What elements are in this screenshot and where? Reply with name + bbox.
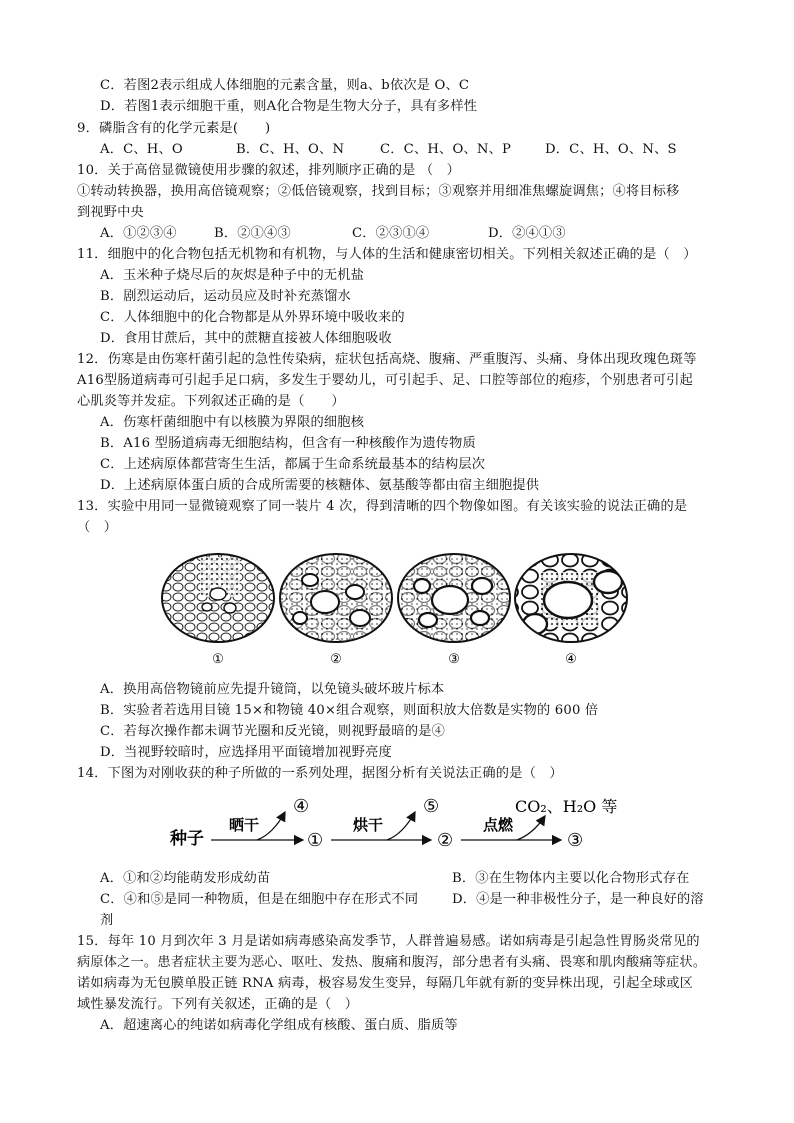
- q13-stem-line2: （ ）: [77, 520, 118, 535]
- node-5: ⑤: [423, 796, 440, 817]
- q10-option-c: C．②③①④: [352, 226, 430, 241]
- microscope-fields-figure: [160, 552, 630, 670]
- q12-stem-line1: 12．伤寒是由伤寒杆菌引起的急性传染病，症状包括高烧、腹痛、严重腹泻、头痛、身体出现玫瑰色斑等: [77, 352, 697, 367]
- q14-option-c: C．④和⑤是同一种物质，但是在细胞中存在形式不同: [100, 892, 419, 907]
- q13-option-c: C．若每次操作都未调节光圈和反光镜，则视野最暗的是④: [100, 724, 445, 739]
- branch-arrow-5: [387, 812, 415, 840]
- q15-stem-line4: 域性暴发流行。下列有关叙述，正确的是（ ）: [77, 997, 359, 1012]
- q10-option-a: A．①②③④: [100, 226, 177, 241]
- q14-option-d: D．④是一种非极性分子，是一种良好的溶: [452, 892, 704, 907]
- q8-option-d: D．若图1表示细胞干重，则A化合物是生物大分子，具有多样性: [100, 99, 478, 114]
- q10-stem: 10．关于高倍显微镜使用步骤的叙述，排列顺序正确的是 （ ）: [77, 163, 461, 178]
- q9-option-d: D．C、H、O、N、S: [545, 142, 677, 157]
- node-3: ③: [567, 830, 584, 851]
- q12-stem-line2: A16型肠道病毒可引起手足口病，多发生于婴幼儿，可引起手、足、口腔等部位的疱疹，个别患者可引起: [77, 373, 693, 388]
- figure-label-2: ②: [330, 652, 342, 667]
- q13-stem-line1: 13．实验中用同一显微镜观察了同一装片 4 次，得到清晰的四个物像如图。有关该实验的说法正确的是: [77, 499, 688, 514]
- q10-option-d: D．②④①③: [488, 226, 566, 241]
- q12-option-c: C．上述病原体都营寄生生活，都属于生命系统最基本的结构层次: [100, 457, 486, 472]
- sun-dry-label: 晒干: [229, 816, 260, 834]
- q12-option-d: D．上述病原体蛋白质的合成所需要的核糖体、氨基酸等都由宿主细胞提供: [100, 478, 540, 493]
- q9-option-a: A．C、H、O: [100, 142, 183, 157]
- branch-arrow-products: [517, 816, 545, 840]
- branch-arrow-4: [257, 812, 285, 840]
- seed-label: 种子: [170, 829, 204, 849]
- q12-option-b: B．A16 型肠道病毒无细胞结构，但含有一种核酸作为遗传物质: [100, 436, 476, 451]
- q10-body-line2: 到视野中央: [77, 205, 144, 220]
- node-1: ①: [307, 830, 324, 851]
- q11-stem: 11．细胞中的化合物包括无机物和有机物，与人体的生活和健康密切相关。下列相关叙述正确的是（ ）: [77, 247, 697, 262]
- q9-option-c: C．C、H、O、N、P: [380, 142, 512, 157]
- q14-option-d-cont: 剂: [100, 913, 114, 928]
- figure-label-4: ④: [565, 652, 577, 667]
- ignite-label: 点燃: [483, 816, 514, 834]
- q13-option-b: B．实验者若选用目镜 15×和物镜 40×组合观察，则面积放大倍数是实物的 600 倍: [100, 703, 599, 718]
- node-4: ④: [293, 796, 310, 817]
- q9-stem: 9．磷脂含有的化学元素是( ): [77, 121, 271, 136]
- q15-option-a: A．超速离心的纯诺如病毒化学组成有核酸、蛋白质、脂质等: [100, 1018, 458, 1033]
- q12-option-a: A．伤寒杆菌细胞中有以核膜为界限的细胞核: [100, 415, 365, 430]
- figure-label-1: ①: [212, 652, 224, 667]
- q10-body-line1: ①转动转换器，换用高倍镜观察；②低倍镜观察，找到目标；③观察并用细准焦螺旋调焦；④将目标移: [77, 184, 680, 199]
- q11-option-b: B．剧烈运动后，运动员应及时补充蒸馏水: [100, 289, 351, 304]
- q14-stem: 14．下图为对刚收获的种子所做的一系列处理，据图分析有关说法正确的是（ ）: [77, 766, 563, 781]
- q14-option-b: B．③在生物体内主要以化合物形式存在: [452, 871, 690, 886]
- q15-stem-line3: 诺如病毒为无包膜单股正链 RNA 病毒，极容易发生变异，每隔几年就有新的变异株出现，引起全球或区: [77, 976, 694, 991]
- q11-option-d: D．食用甘蔗后，其中的蔗糖直接被人体细胞吸收: [100, 331, 392, 346]
- q10-option-b: B．②①④③: [214, 226, 291, 241]
- node-2: ②: [437, 830, 454, 851]
- q13-option-d: D．当视野较暗时，应选择用平面镜增加视野亮度: [100, 745, 392, 760]
- q9-option-b: B．C、H、O、N: [236, 142, 345, 157]
- figure-label-3: ③: [448, 652, 460, 667]
- q14-option-a: A．①和②均能萌发形成幼苗: [100, 871, 271, 886]
- q15-stem-line2: 病原体之一。患者症状主要为恶心、呕吐、发热、腹痛和腹泻，部分患者有头痛、畏寒和肌肉酸痛等症状。: [77, 955, 707, 970]
- bake-dry-label: 烘干: [353, 816, 384, 834]
- q11-option-a: A．玉米种子烧尽后的灰烬是种子中的无机盐: [100, 268, 365, 283]
- q13-option-a: A．换用高倍物镜前应先提升镜筒，以免镜头破坏玻片标本: [100, 682, 445, 697]
- products-label: CO₂、H₂O 等: [515, 797, 618, 816]
- q11-option-c: C．人体细胞中的化合物都是从外界环境中吸收来的: [100, 310, 405, 325]
- q15-stem-line1: 15．每年 10 月到次年 3 月是诺如病毒感染高发季节，人群普遍易感。诺如病毒是引起急性胃肠炎常见的: [77, 934, 700, 949]
- seed-treatment-diagram: [165, 790, 655, 852]
- q8-option-c: C．若图2表示组成人体细胞的元素含量，则a、b依次是 O、C: [100, 78, 470, 93]
- q12-stem-line3: 心肌炎等并发症。下列叙述正确的是（ ）: [77, 394, 345, 409]
